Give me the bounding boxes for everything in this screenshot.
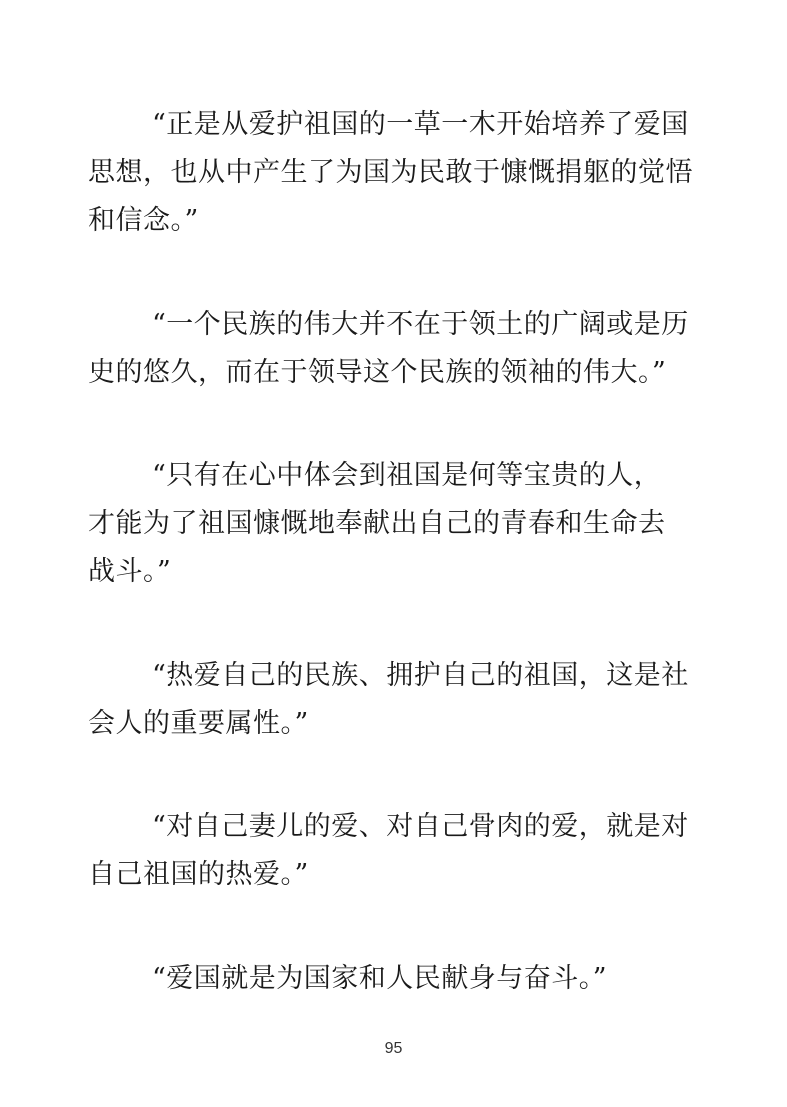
quote-line: 思想，也从中产生了为国为民敢于慷慨捐躯的觉悟 [88,157,693,188]
quote-line: 自己祖国的热爱。” [88,859,309,890]
quote-line: “正是从爱护祖国的一草一木开始培养了爱国 [152,109,689,140]
quote-line: 和信念。” [88,205,199,236]
quote-line: 会人的重要属性。” [88,708,309,739]
quote-line: “对自己妻儿的爱、对自己骨肉的爱，就是对 [152,811,689,842]
quote-paragraph [88,955,708,1003]
quote-line: “只有在心中体会到祖国是何等宝贵的人， [152,460,662,491]
page-number: 95 [384,1040,403,1057]
quote-paragraph [88,101,708,245]
quote-line: 史的悠久，而在于领导这个民族的领袖的伟大。” [88,357,667,388]
quote-paragraph [88,452,708,596]
quote-line: “热爱自己的民族、拥护自己的祖国，这是社 [152,660,689,691]
quote-line: 战斗。” [88,556,172,587]
quote-paragraph [88,803,708,899]
quote-line: “一个民族的伟大并不在于领土的广阔或是历 [152,309,689,340]
quote-paragraph [88,652,708,748]
quote-paragraph [88,301,708,397]
quote-line: “爱国就是为国家和人民献身与奋斗。” [152,963,608,994]
quote-line: 才能为了祖国慷慨地奉献出自己的青春和生命去 [88,508,666,539]
